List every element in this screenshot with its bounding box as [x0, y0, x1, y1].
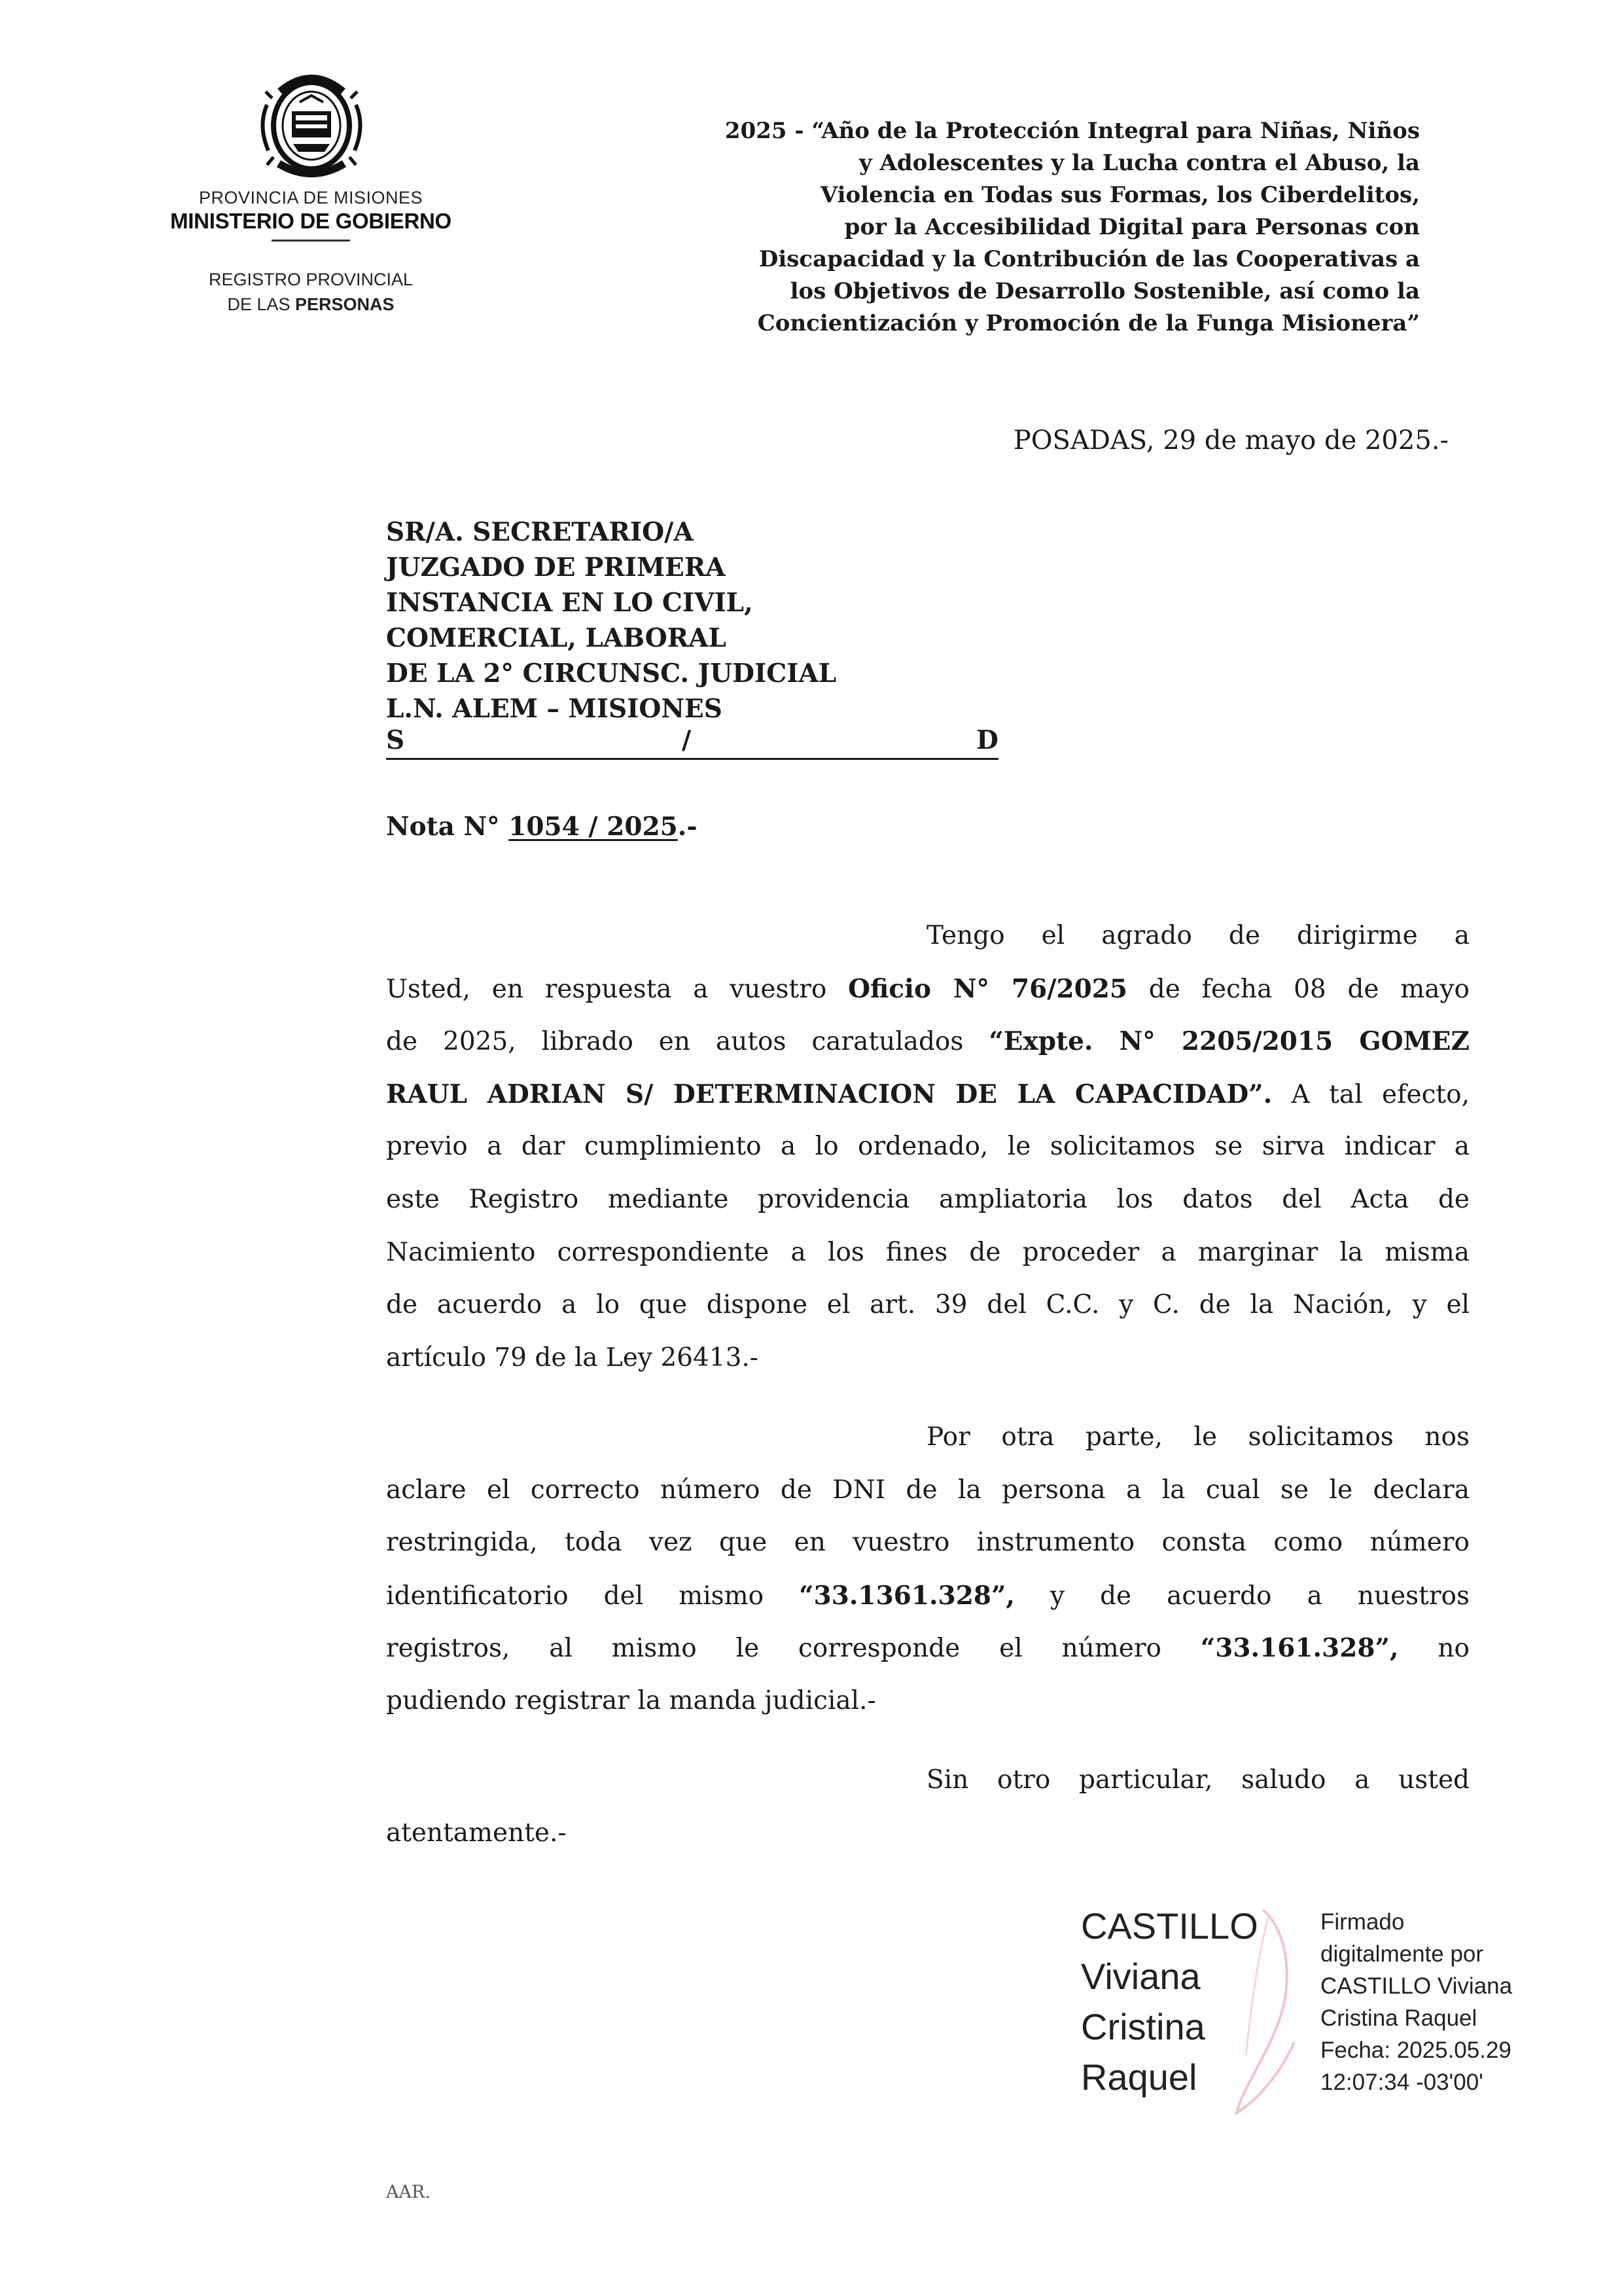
text-line — [386, 1068, 1470, 1121]
provincial-crest-logo — [254, 65, 369, 181]
paragraph-dni — [386, 1411, 1470, 1728]
motto-line: y Adolescentes y la Lucha contra el Abuso, la — [858, 150, 1420, 176]
registry-line-2-bold: PERSONAS — [295, 295, 395, 314]
addressee-block — [386, 514, 836, 726]
signature-info-line: Firmado — [1320, 1909, 1405, 1935]
signer-name-line: Raquel — [1081, 2056, 1197, 2098]
signer-name-line: Cristina — [1081, 2006, 1205, 2047]
sd-middle: / — [682, 725, 692, 755]
text-span: y de acuerdo a nuestros — [1015, 1581, 1470, 1611]
note-value: 1054 / 2025 — [508, 812, 678, 842]
signature-info-line: Fecha: 2025.05.29 — [1320, 2037, 1511, 2063]
motto-line: Violencia en Todas sus Formas, los Ciberdelitos, — [820, 182, 1420, 208]
text-line — [386, 1622, 1470, 1675]
text-span: de 2025, librado en autos caratulados — [386, 1027, 989, 1057]
province-label: PROVINCIA DE MISIONES — [198, 188, 423, 207]
addressee-line: COMERCIAL, LABORAL — [386, 623, 726, 653]
signer-name-line: Viviana — [1081, 1956, 1201, 1997]
case-reference-cont: RAUL ADRIAN S/ DETERMINACION DE LA CAPACIDAD”. — [386, 1079, 1273, 1109]
registry-heading — [157, 267, 465, 317]
sd-left: S — [386, 725, 405, 755]
text-span: registros, al mismo le corresponde el número — [386, 1634, 1201, 1664]
place-date: POSADAS, 29 de mayo de 2025.- — [1013, 425, 1449, 456]
text-line — [386, 1570, 1470, 1623]
text-line: Nacimiento correspondiente a los fines de proceder a marginar la misma — [386, 1237, 1470, 1267]
text-line: este Registro mediante providencia ampliatoria los datos del Acta de — [386, 1184, 1470, 1214]
motto-line: Discapacidad y la Contribución de las Cooperativas a — [758, 246, 1420, 272]
text-line: atentamente.- — [386, 1818, 567, 1848]
note-prefix: Nota N° — [386, 812, 509, 842]
signature-info-line: Cristina Raquel — [1320, 2005, 1477, 2031]
note-suffix: .- — [677, 812, 697, 842]
addressee-line: DE LA 2° CIRCUNSC. JUDICIAL — [386, 658, 837, 689]
text-line: previo a dar cumplimiento a lo ordenado, le solicitamos se sirva indicar a — [386, 1132, 1470, 1162]
dni-registered: “33.161.328”, — [1200, 1633, 1399, 1664]
signature-info-line: digitalmente por — [1320, 1941, 1484, 1967]
addressee-line: JUZGADO DE PRIMERA — [386, 552, 726, 583]
text-line: pudiendo registrar la manda judicial.- — [386, 1685, 876, 1715]
ministry-heading — [157, 187, 465, 242]
motto-line: por la Accesibilidad Digital para Personas con — [844, 214, 1420, 240]
text-line: Sin otro particular, saludo a usted — [927, 1765, 1470, 1795]
signature-info — [1320, 1906, 1512, 2098]
motto-line: los Objetivos de Desarrollo Sostenible, así como la — [790, 278, 1420, 304]
paragraph-request — [386, 910, 1470, 1384]
text-line — [386, 1015, 1470, 1068]
signer-name-line: CASTILLO — [1081, 1905, 1258, 1946]
motto-line: Concientización y Promoción de la Funga Misionera” — [757, 310, 1420, 336]
addressee-line: SR/A. SECRETARIO/A — [386, 517, 694, 547]
note-number — [386, 812, 697, 842]
signature-info-line: CASTILLO Viviana — [1320, 1973, 1513, 1999]
motto-line: 2025 - “Año de la Protección Integral para Niñas, Niños — [724, 118, 1420, 144]
case-reference: “Expte. N° 2205/2015 GOMEZ — [989, 1026, 1470, 1057]
text-span: de fecha 08 de mayo — [1127, 974, 1470, 1004]
addressee-line: L.N. ALEM – MISIONES — [386, 694, 722, 724]
text-line: aclare el correcto número de DNI de la persona a la cual se le declara — [386, 1475, 1470, 1505]
heading-divider — [272, 240, 350, 242]
paragraph-closing — [386, 1754, 1470, 1859]
year-motto — [504, 115, 1420, 340]
digital-signature-mark — [1217, 1905, 1309, 2121]
text-span: identificatorio del mismo — [386, 1581, 800, 1611]
signature-info-line: 12:07:34 -03'00' — [1320, 2070, 1483, 2095]
text-span: Usted, en respuesta a vuestro — [386, 974, 849, 1004]
text-line: Por otra parte, le solicitamos nos — [927, 1422, 1470, 1452]
dni-stated: “33.1361.328”, — [799, 1580, 1015, 1611]
text-line: de acuerdo a lo que dispone el art. 39 del C.C. y C. de la Nación, y el — [386, 1290, 1470, 1320]
registry-line-1: REGISTRO PROVINCIAL — [208, 270, 414, 289]
sd-underline — [386, 724, 998, 760]
text-line: artículo 79 de la Ley 26413.- — [386, 1342, 758, 1372]
author-initials: AAR. — [386, 2182, 431, 2202]
text-span: A tal efecto, — [1272, 1079, 1470, 1109]
sd-right: D — [976, 725, 998, 755]
text-line: restringida, toda vez que en vuestro instrumento consta como número — [386, 1528, 1470, 1558]
text-line: Tengo el agrado de dirigirme a — [927, 921, 1470, 950]
registry-line-2 — [157, 292, 465, 317]
text-span: no — [1398, 1634, 1470, 1664]
text-line — [386, 963, 1470, 1016]
ministry-label: MINISTERIO DE GOBIERNO — [170, 209, 451, 233]
registry-line-2-prefix: DE LAS — [227, 295, 295, 314]
addressee-line: INSTANCIA EN LO CIVIL, — [386, 588, 753, 618]
oficio-reference: Oficio N° 76/2025 — [848, 973, 1128, 1004]
